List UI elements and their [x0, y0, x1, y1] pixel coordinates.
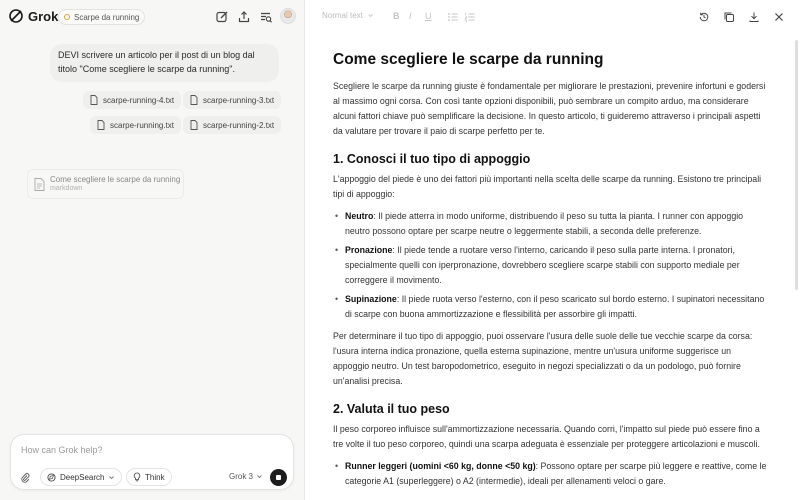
grok-logo[interactable] [8, 8, 58, 24]
file-icon [90, 95, 98, 105]
attachment-chip[interactable] [183, 116, 281, 134]
chevron-down-icon [367, 12, 374, 19]
paragraph: Il peso corporeo influisce sull'ammortizzazione necessaria. Quando corri, l'impatto sul piede può essere fino a tre volte il tuo peso corporeo, quindi una scarpa adeguata è essenziale per proteggere articolazioni e muscoli. [333, 424, 760, 449]
italic-button[interactable]: I [409, 11, 412, 21]
list-term: Neutro [345, 211, 374, 221]
list-text: : Il piede atterra in modo uniforme, distribuendo il peso su tutta la pianta. I runner con appoggio neutro possono optare per scarpe neutre o leggermente stabili, a seconda delle preferenze. [345, 211, 744, 236]
bullet-list [333, 459, 769, 489]
document-icon [34, 178, 45, 191]
user-message: DEVI scrivere un articolo per il post di un blog dal titolo "Come scegliere le scarpe da running". [50, 44, 279, 82]
file-icon [97, 120, 105, 130]
text-format-value: Normal text [322, 11, 363, 20]
paragraph: L'appoggio del piede è uno dei fattori più importanti nella scelta delle scarpe da running. Esistono tre principali tipi di appoggio: [333, 174, 762, 199]
deepsearch-icon [47, 473, 56, 482]
deepsearch-label: DeepSearch [60, 472, 105, 482]
deepsearch-button[interactable] [40, 468, 122, 486]
user-avatar[interactable] [280, 8, 296, 24]
chat-status-icon [64, 14, 70, 20]
paragraph: Per determinare il tuo tipo di appoggio, puoi osservare l'usura delle suole delle tue vecchie scarpe da corsa: l'usura interna indica pronazione, quella esterna supinazione, mentre un'usura uniforme suggerisce un appoggio neutro. Un test baropodometrico, eseguito in negozi specializzati o da un podologo, può fornire un'analisi precisa. [333, 331, 753, 386]
history-search-icon[interactable] [259, 10, 273, 24]
chevron-down-icon [108, 474, 115, 481]
attachment-name: scarpe-running-3.txt [203, 95, 275, 105]
list-text: : Il piede ruota verso l'esterno, con il peso scaricato sul bordo esterno. I supinatori necessitano di scarpe con buona ammortizzazione e flessibilità per assorbire gli impatti. [345, 294, 765, 319]
think-button[interactable] [126, 468, 172, 486]
chevron-down-icon [256, 473, 263, 480]
document-panel [306, 0, 800, 500]
list-item [333, 243, 769, 288]
file-icon [190, 95, 198, 105]
section-heading: 1. Conosci il tuo tipo di appoggio [333, 152, 531, 166]
list-text: : Possono optare per scarpe più leggere e reattive, come le categorie A1 (superleggere) o A2 (intermedie), ideali per allenamenti veloci o gare. [345, 461, 767, 486]
editor-toolbar [306, 0, 800, 34]
attachment-name: scarpe-running-2.txt [203, 120, 275, 130]
share-icon[interactable] [237, 10, 251, 24]
bullet-list-icon[interactable] [447, 11, 459, 23]
bold-button[interactable]: B [393, 11, 400, 21]
artifact-title: Come scegliere le scarpe da running [50, 175, 181, 184]
list-item [333, 292, 769, 322]
chat-topbar [0, 0, 305, 34]
artifact-card[interactable] [27, 169, 184, 199]
underline-button[interactable]: U [425, 11, 432, 21]
close-icon[interactable] [773, 11, 785, 23]
model-selector[interactable] [229, 472, 263, 481]
attachment-name: scarpe-running-4.txt [103, 95, 175, 105]
download-icon[interactable] [748, 11, 760, 23]
composer [10, 434, 294, 490]
text-format-select[interactable] [322, 11, 374, 20]
chat-title-pill[interactable] [58, 9, 145, 25]
stop-button[interactable] [270, 469, 287, 486]
list-term: Runner leggeri (uomini <60 kg, donne <50 kg) [345, 461, 536, 471]
think-label: Think [145, 472, 165, 482]
history-icon[interactable] [698, 11, 710, 23]
paragraph: Scegliere le scarpe da running giuste è fondamentale per migliorare le prestazioni, prevenire infortuni e godersi al massimo ogni corsa. Con così tante opzioni disponibili, può sembrare un compito arduo, ma considerare alcuni fattori chiave può semplificare la decisione. In questo articolo, ti guideremo attraverso i principali aspetti da valutare per trovare il paio di scarpe perfetto per te. [333, 81, 766, 136]
attachment-name: scarpe-running.txt [110, 120, 175, 130]
attachment-chip[interactable] [83, 91, 181, 109]
document-body[interactable] [333, 50, 769, 496]
document-title: Come scegliere le scarpe da running [333, 51, 604, 68]
copy-icon[interactable] [723, 11, 735, 23]
grok-logo-icon [8, 8, 24, 24]
attachment-chip[interactable] [183, 91, 281, 109]
scrollbar[interactable] [795, 40, 798, 290]
prompt-input[interactable] [21, 443, 271, 457]
list-item [333, 209, 769, 239]
file-icon [190, 120, 198, 130]
app-name: Grok [28, 8, 59, 24]
list-item [333, 459, 769, 489]
edit-icon[interactable] [215, 10, 229, 24]
model-label: Grok 3 [229, 472, 254, 481]
section-heading: 2. Valuta il tuo peso [333, 402, 450, 416]
numbered-list-icon[interactable] [464, 11, 476, 23]
chat-title: Scarpe da running [74, 12, 140, 22]
list-term: Supinazione [345, 294, 397, 304]
artifact-type: markdown [50, 185, 83, 192]
attachment-chip[interactable] [90, 116, 181, 134]
chat-panel [0, 0, 305, 500]
list-term: Pronazione [345, 245, 393, 255]
list-text: : Il piede tende a ruotare verso l'interno, caricando il peso sulla parte interna. I pronatori, specialmente quelli con iperpronazione, dovrebbero scegliere scarpe stabili con supporto mediale per correggere il movimento. [345, 245, 740, 285]
stop-icon [276, 475, 281, 480]
lightbulb-icon [133, 472, 141, 482]
bullet-list [333, 209, 769, 322]
attach-icon[interactable] [20, 472, 30, 483]
